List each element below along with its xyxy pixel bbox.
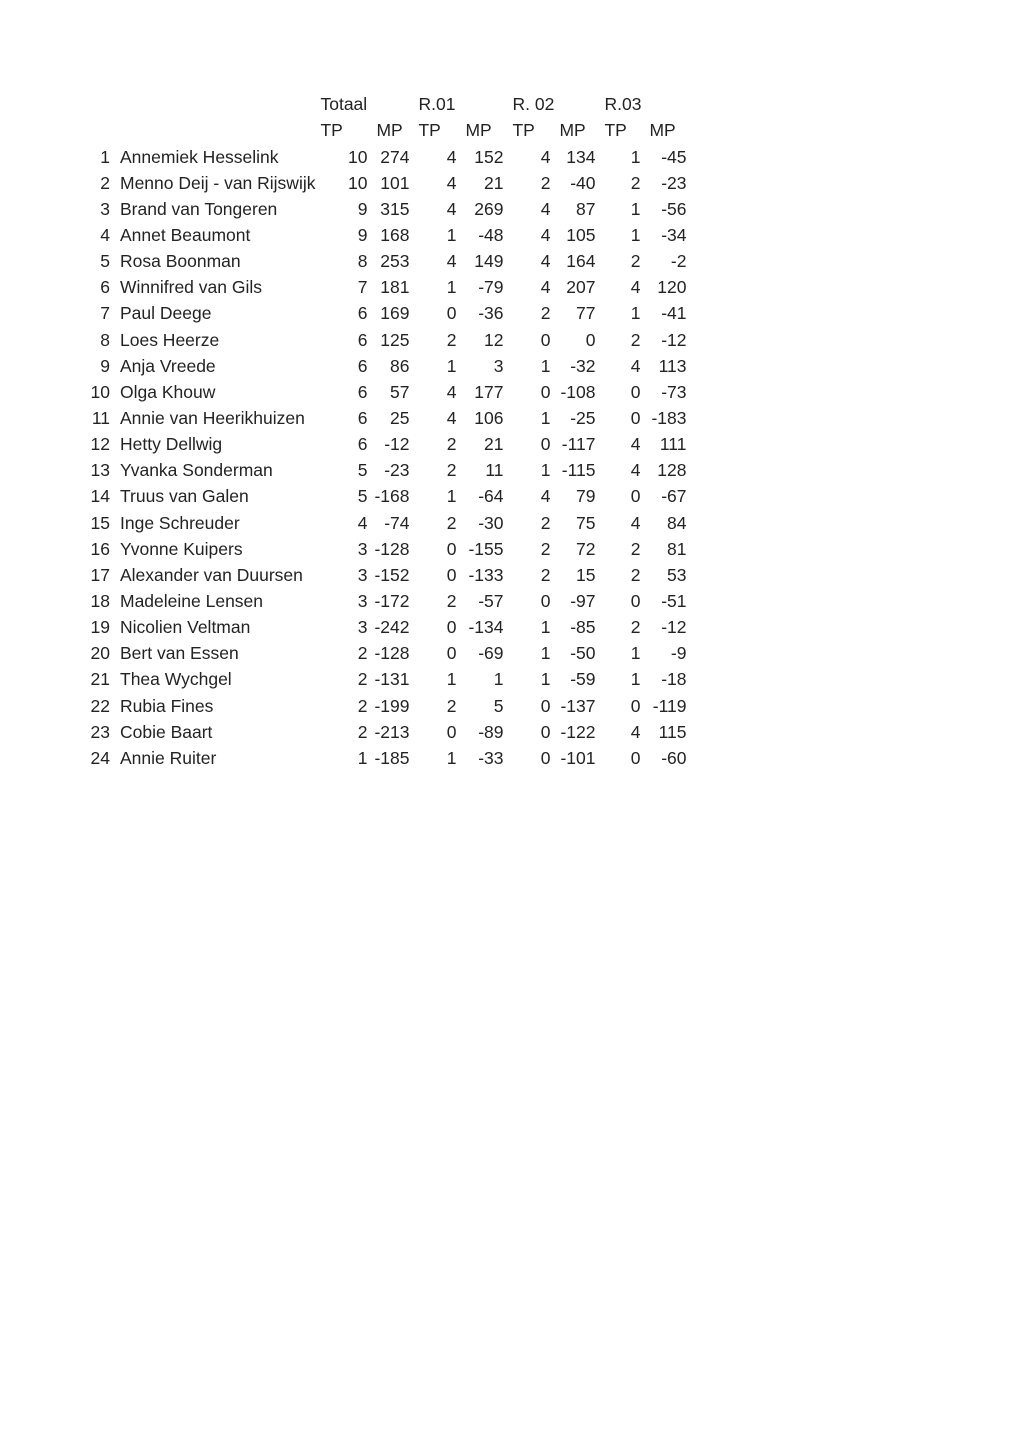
score-cell: 12 bbox=[484, 329, 504, 350]
table-row bbox=[86, 746, 690, 772]
score-cell: 4 bbox=[446, 146, 457, 167]
score-cell: 3 bbox=[357, 538, 368, 559]
player-name-cell: Madeleine Lensen bbox=[120, 590, 264, 611]
score-cell: 0 bbox=[446, 617, 457, 638]
table-header bbox=[86, 92, 690, 144]
score-cell: -12 bbox=[661, 617, 687, 638]
score-cell: 113 bbox=[658, 355, 687, 376]
score-cell: 1 bbox=[630, 146, 641, 167]
score-cell: 152 bbox=[474, 146, 504, 167]
score-cell: 106 bbox=[474, 408, 504, 428]
score-cell: 10 bbox=[348, 172, 368, 193]
score-cell: 0 bbox=[446, 721, 457, 742]
score-cell: 6 bbox=[357, 303, 368, 324]
rank-cell: 3 bbox=[100, 198, 110, 219]
score-cell: 207 bbox=[566, 277, 596, 298]
results-table bbox=[86, 92, 690, 772]
rank-cell: 8 bbox=[100, 329, 110, 350]
table-row bbox=[86, 353, 690, 379]
table-row bbox=[86, 641, 690, 667]
score-cell: -213 bbox=[374, 721, 410, 742]
table-row bbox=[86, 536, 690, 562]
score-cell: 1 bbox=[446, 277, 457, 298]
score-cell: 2 bbox=[446, 434, 457, 455]
score-cell: -12 bbox=[661, 329, 687, 350]
score-cell: 2 bbox=[357, 643, 368, 664]
rank-cell: 13 bbox=[90, 460, 110, 481]
score-cell: 4 bbox=[630, 277, 641, 298]
score-cell: 3 bbox=[357, 590, 368, 611]
table-row bbox=[86, 144, 690, 170]
score-cell: -36 bbox=[478, 303, 504, 324]
score-cell: 4 bbox=[446, 172, 457, 193]
score-cell: 4 bbox=[540, 277, 551, 298]
score-cell: 120 bbox=[657, 277, 687, 298]
score-cell: 3 bbox=[493, 355, 504, 376]
rank-cell: 22 bbox=[90, 695, 110, 716]
column-group-header-totaal: Totaal bbox=[320, 94, 368, 115]
score-cell: 1 bbox=[446, 225, 457, 246]
score-cell: 4 bbox=[630, 460, 641, 481]
score-cell: 5 bbox=[493, 695, 504, 716]
score-cell: -199 bbox=[374, 695, 410, 716]
score-cell: -172 bbox=[374, 590, 410, 611]
score-cell: 3 bbox=[357, 564, 368, 585]
score-cell: 2 bbox=[630, 538, 641, 559]
score-cell: -48 bbox=[478, 225, 504, 246]
score-cell: -50 bbox=[570, 643, 596, 664]
score-cell: 1 bbox=[446, 486, 457, 507]
player-name-cell: Nicolien Veltman bbox=[120, 617, 251, 638]
score-cell: 315 bbox=[380, 198, 410, 219]
score-cell: 0 bbox=[540, 329, 551, 350]
score-cell: -56 bbox=[661, 198, 687, 219]
score-cell: -128 bbox=[374, 643, 410, 664]
rank-cell: 2 bbox=[100, 172, 110, 193]
score-cell: 1 bbox=[446, 669, 457, 690]
player-name-cell: Annemiek Hesselink bbox=[120, 146, 279, 167]
score-cell: 0 bbox=[540, 590, 551, 611]
score-cell: 0 bbox=[630, 381, 641, 402]
player-name-cell: Rubia Fines bbox=[120, 695, 214, 716]
player-name-cell: Menno Deij - van Rijswijk bbox=[120, 172, 316, 193]
score-cell: 53 bbox=[667, 564, 687, 585]
rank-cell: 14 bbox=[90, 486, 110, 507]
score-cell: 2 bbox=[630, 564, 641, 585]
score-cell: 21 bbox=[484, 172, 504, 193]
rank-cell: 19 bbox=[90, 617, 110, 638]
score-cell: 6 bbox=[357, 355, 368, 376]
score-cell: -12 bbox=[384, 434, 410, 455]
score-cell: 169 bbox=[380, 303, 410, 324]
score-cell: -30 bbox=[478, 512, 504, 533]
score-cell: -33 bbox=[478, 747, 504, 768]
rank-cell: 21 bbox=[90, 669, 110, 690]
score-cell: -23 bbox=[384, 460, 410, 481]
score-cell: -2 bbox=[670, 251, 687, 272]
score-cell: 0 bbox=[446, 643, 457, 664]
score-cell: -51 bbox=[661, 590, 687, 611]
table-row bbox=[86, 667, 690, 693]
score-cell: 1 bbox=[540, 617, 551, 638]
rank-cell: 15 bbox=[90, 512, 110, 533]
score-cell: 2 bbox=[540, 303, 551, 324]
score-cell: -23 bbox=[661, 172, 687, 193]
player-name-cell: Brand van Tongeren bbox=[120, 198, 278, 219]
score-cell: 125 bbox=[380, 329, 410, 350]
score-cell: 4 bbox=[540, 225, 551, 246]
score-cell: 15 bbox=[576, 564, 596, 585]
score-cell: -117 bbox=[561, 434, 596, 455]
score-cell: 1 bbox=[630, 669, 641, 690]
column-header-r3-mp: MP bbox=[649, 120, 676, 141]
score-cell: 5 bbox=[357, 486, 368, 507]
score-cell: 81 bbox=[667, 538, 687, 559]
score-cell: 4 bbox=[630, 512, 641, 533]
table-row bbox=[86, 458, 690, 484]
score-cell: 2 bbox=[630, 617, 641, 638]
score-cell: -60 bbox=[661, 747, 687, 768]
score-cell: 4 bbox=[630, 721, 641, 742]
score-cell: 2 bbox=[540, 538, 551, 559]
score-cell: 2 bbox=[357, 721, 368, 742]
score-cell: 1 bbox=[493, 669, 504, 690]
table-row bbox=[86, 301, 690, 327]
score-cell: 6 bbox=[357, 329, 368, 350]
table-row bbox=[86, 563, 690, 589]
score-cell: 2 bbox=[446, 329, 457, 350]
score-cell: -25 bbox=[570, 408, 596, 428]
player-name-cell: Truus van Galen bbox=[120, 486, 249, 507]
score-cell: 105 bbox=[566, 225, 596, 246]
table-body bbox=[86, 144, 690, 771]
score-cell: 0 bbox=[540, 695, 551, 716]
score-cell: 1 bbox=[630, 198, 641, 219]
score-cell: 0 bbox=[540, 434, 551, 455]
score-cell: 1 bbox=[630, 225, 641, 246]
table-row bbox=[86, 170, 690, 196]
rank-cell: 7 bbox=[100, 303, 110, 324]
table-row bbox=[86, 275, 690, 301]
sub-header-row bbox=[86, 118, 690, 144]
score-cell: 4 bbox=[540, 251, 551, 272]
player-name-cell: Yvonne Kuipers bbox=[120, 538, 243, 559]
player-name-cell: Hetty Dellwig bbox=[120, 434, 223, 455]
header-spacer bbox=[86, 118, 315, 144]
score-cell: 4 bbox=[540, 146, 551, 167]
score-cell: 1 bbox=[540, 643, 551, 664]
player-name-cell: Bert van Essen bbox=[120, 643, 239, 664]
score-cell: -85 bbox=[570, 617, 596, 638]
score-cell: 2 bbox=[630, 329, 641, 350]
table-row bbox=[86, 615, 690, 641]
score-cell: 149 bbox=[474, 251, 504, 272]
score-cell: -108 bbox=[560, 381, 596, 402]
score-cell: 2 bbox=[357, 669, 368, 690]
table-row bbox=[86, 432, 690, 458]
player-name-cell: Olga Khouw bbox=[120, 381, 216, 402]
score-cell: 2 bbox=[446, 460, 457, 481]
score-cell: 1 bbox=[540, 669, 551, 690]
score-cell: 6 bbox=[357, 434, 368, 455]
score-cell: 128 bbox=[657, 460, 687, 481]
score-cell: 0 bbox=[446, 538, 457, 559]
score-cell: 2 bbox=[357, 695, 368, 716]
table-row bbox=[86, 589, 690, 615]
score-cell: 0 bbox=[540, 747, 551, 768]
score-cell: 8 bbox=[357, 251, 368, 272]
score-cell: 2 bbox=[540, 172, 551, 193]
score-cell: 4 bbox=[540, 486, 551, 507]
score-cell: -64 bbox=[478, 486, 504, 507]
rank-cell: 24 bbox=[90, 747, 110, 768]
rank-cell: 10 bbox=[90, 381, 110, 402]
score-cell: -137 bbox=[560, 695, 596, 716]
score-cell: -133 bbox=[468, 564, 504, 585]
column-header-r3-tp: TP bbox=[604, 120, 627, 141]
score-cell: -168 bbox=[374, 486, 410, 507]
score-cell: 2 bbox=[540, 564, 551, 585]
score-cell: 10 bbox=[348, 146, 368, 167]
table-row bbox=[86, 510, 690, 536]
player-name-cell: Annie Ruiter bbox=[120, 747, 217, 768]
score-cell: 181 bbox=[380, 277, 410, 298]
player-name-cell: Yvanka Sonderman bbox=[120, 460, 273, 481]
score-cell: -41 bbox=[661, 303, 687, 324]
score-cell: -242 bbox=[374, 617, 410, 638]
score-cell: -9 bbox=[670, 643, 687, 664]
player-name-cell: Thea Wychgel bbox=[120, 669, 232, 690]
table-row bbox=[86, 719, 690, 745]
player-name-cell: Winnifred van Gils bbox=[120, 277, 262, 298]
score-cell: 87 bbox=[576, 198, 596, 219]
column-header-r1-tp: TP bbox=[418, 120, 441, 141]
score-cell: 0 bbox=[630, 590, 641, 611]
score-cell: -101 bbox=[560, 747, 596, 768]
score-cell: 0 bbox=[540, 721, 551, 742]
score-cell: 1 bbox=[446, 747, 457, 768]
score-cell: 9 bbox=[357, 198, 368, 219]
score-cell: 111 bbox=[659, 434, 687, 455]
table-row bbox=[86, 327, 690, 353]
column-group-header-round2: R. 02 bbox=[512, 94, 555, 115]
score-cell: 3 bbox=[357, 617, 368, 638]
player-name-cell: Alexander van Duursen bbox=[120, 564, 303, 585]
score-cell: 7 bbox=[357, 277, 368, 298]
column-header-totaal-mp: MP bbox=[376, 120, 403, 141]
score-cell: 115 bbox=[658, 721, 687, 742]
score-cell: 1 bbox=[540, 355, 551, 376]
score-cell: 25 bbox=[390, 408, 410, 428]
score-cell: 84 bbox=[667, 512, 687, 533]
score-cell: -74 bbox=[384, 512, 410, 533]
score-cell: -40 bbox=[570, 172, 596, 193]
score-cell: -45 bbox=[661, 146, 687, 167]
score-cell: 0 bbox=[630, 486, 641, 507]
score-cell: 0 bbox=[630, 747, 641, 768]
score-cell: -73 bbox=[661, 381, 687, 402]
score-cell: 11 bbox=[485, 460, 504, 481]
rank-cell: 6 bbox=[100, 277, 110, 298]
rank-cell: 4 bbox=[100, 225, 110, 246]
score-cell: 1 bbox=[540, 408, 551, 428]
score-cell: 253 bbox=[380, 251, 410, 272]
score-cell: 2 bbox=[630, 172, 641, 193]
score-cell: 6 bbox=[357, 408, 368, 428]
rank-cell: 9 bbox=[100, 355, 110, 376]
score-cell: 4 bbox=[357, 512, 368, 533]
score-cell: -122 bbox=[560, 721, 596, 742]
score-cell: -155 bbox=[468, 538, 504, 559]
rank-cell: 11 bbox=[91, 408, 110, 428]
score-cell: 4 bbox=[446, 381, 457, 402]
score-cell: 0 bbox=[540, 381, 551, 402]
rank-cell: 20 bbox=[90, 643, 110, 664]
score-cell: 79 bbox=[576, 486, 596, 507]
score-cell: 2 bbox=[446, 512, 457, 533]
player-name-cell: Annet Beaumont bbox=[120, 225, 251, 246]
rank-cell: 23 bbox=[90, 721, 110, 742]
table-row bbox=[86, 406, 690, 432]
score-cell: 4 bbox=[446, 408, 457, 428]
column-header-totaal-tp: TP bbox=[320, 120, 343, 141]
player-name-cell: Inge Schreuder bbox=[120, 512, 240, 533]
score-cell: 9 bbox=[357, 225, 368, 246]
score-cell: -89 bbox=[478, 721, 504, 742]
table-row bbox=[86, 380, 690, 406]
score-cell: -67 bbox=[661, 486, 687, 507]
player-name-cell: Anja Vreede bbox=[120, 355, 216, 376]
score-cell: 4 bbox=[446, 251, 457, 272]
rank-cell: 16 bbox=[90, 538, 110, 559]
table-row bbox=[86, 197, 690, 223]
score-cell: -34 bbox=[661, 225, 687, 246]
score-cell: -18 bbox=[661, 669, 687, 690]
score-cell: 0 bbox=[585, 329, 596, 350]
score-cell: 4 bbox=[446, 198, 457, 219]
score-cell: 101 bbox=[380, 172, 410, 193]
score-cell: 4 bbox=[630, 434, 641, 455]
score-cell: -32 bbox=[570, 355, 596, 376]
player-name-cell: Cobie Baart bbox=[120, 721, 213, 742]
player-name-cell: Rosa Boonman bbox=[120, 251, 241, 272]
score-cell: -119 bbox=[652, 695, 687, 716]
score-cell: 6 bbox=[357, 381, 368, 402]
player-name-cell: Paul Deege bbox=[120, 303, 212, 324]
rank-cell: 18 bbox=[90, 590, 110, 611]
group-header-row bbox=[86, 92, 690, 118]
score-cell: 2 bbox=[630, 251, 641, 272]
score-cell: 269 bbox=[474, 198, 504, 219]
column-header-r1-mp: MP bbox=[465, 120, 492, 141]
score-cell: 1 bbox=[540, 460, 551, 481]
score-cell: 86 bbox=[390, 355, 410, 376]
score-cell: 1 bbox=[630, 643, 641, 664]
table-row bbox=[86, 223, 690, 249]
score-cell: 4 bbox=[540, 198, 551, 219]
score-cell: 274 bbox=[380, 146, 410, 167]
score-cell: 77 bbox=[576, 303, 596, 324]
column-header-r2-tp: TP bbox=[512, 120, 535, 141]
score-cell: 21 bbox=[484, 434, 504, 455]
score-cell: 0 bbox=[446, 303, 457, 324]
table-row bbox=[86, 249, 690, 275]
table-row bbox=[86, 484, 690, 510]
score-cell: -97 bbox=[570, 590, 596, 611]
score-cell: 0 bbox=[630, 695, 641, 716]
score-cell: -185 bbox=[374, 747, 410, 768]
score-cell: -131 bbox=[374, 669, 410, 690]
score-cell: -59 bbox=[570, 669, 596, 690]
score-cell: 57 bbox=[390, 381, 410, 402]
rank-cell: 5 bbox=[100, 251, 110, 272]
score-cell: 72 bbox=[576, 538, 596, 559]
header-spacer bbox=[86, 92, 315, 118]
score-cell: 4 bbox=[630, 355, 641, 376]
score-cell: 177 bbox=[474, 381, 504, 402]
score-cell: 2 bbox=[446, 695, 457, 716]
player-name-cell: Loes Heerze bbox=[120, 329, 220, 350]
score-cell: -115 bbox=[561, 460, 596, 481]
score-cell: 1 bbox=[630, 303, 641, 324]
score-cell: 2 bbox=[446, 590, 457, 611]
column-header-r2-mp: MP bbox=[559, 120, 586, 141]
rank-cell: 1 bbox=[100, 146, 110, 167]
score-cell: -57 bbox=[478, 590, 504, 611]
score-cell: 2 bbox=[540, 512, 551, 533]
rank-cell: 12 bbox=[90, 434, 110, 455]
player-name-cell: Annie van Heerikhuizen bbox=[120, 408, 305, 428]
score-cell: -79 bbox=[478, 277, 504, 298]
score-cell: 0 bbox=[446, 564, 457, 585]
score-cell: 168 bbox=[380, 225, 410, 246]
score-cell: -134 bbox=[468, 617, 504, 638]
score-cell: -69 bbox=[478, 643, 504, 664]
column-group-header-round1: R.01 bbox=[418, 94, 456, 115]
score-cell: -128 bbox=[374, 538, 410, 559]
score-cell: -183 bbox=[651, 408, 687, 428]
score-cell: -152 bbox=[374, 564, 410, 585]
rank-cell: 17 bbox=[90, 564, 110, 585]
column-group-header-round3: R.03 bbox=[604, 94, 642, 115]
score-cell: 0 bbox=[630, 408, 641, 428]
score-cell: 134 bbox=[566, 146, 596, 167]
table-row bbox=[86, 693, 690, 719]
score-cell: 1 bbox=[357, 747, 368, 768]
score-cell: 164 bbox=[566, 251, 596, 272]
score-cell: 5 bbox=[357, 460, 368, 481]
score-cell: 1 bbox=[446, 355, 457, 376]
score-cell: 75 bbox=[576, 512, 596, 533]
